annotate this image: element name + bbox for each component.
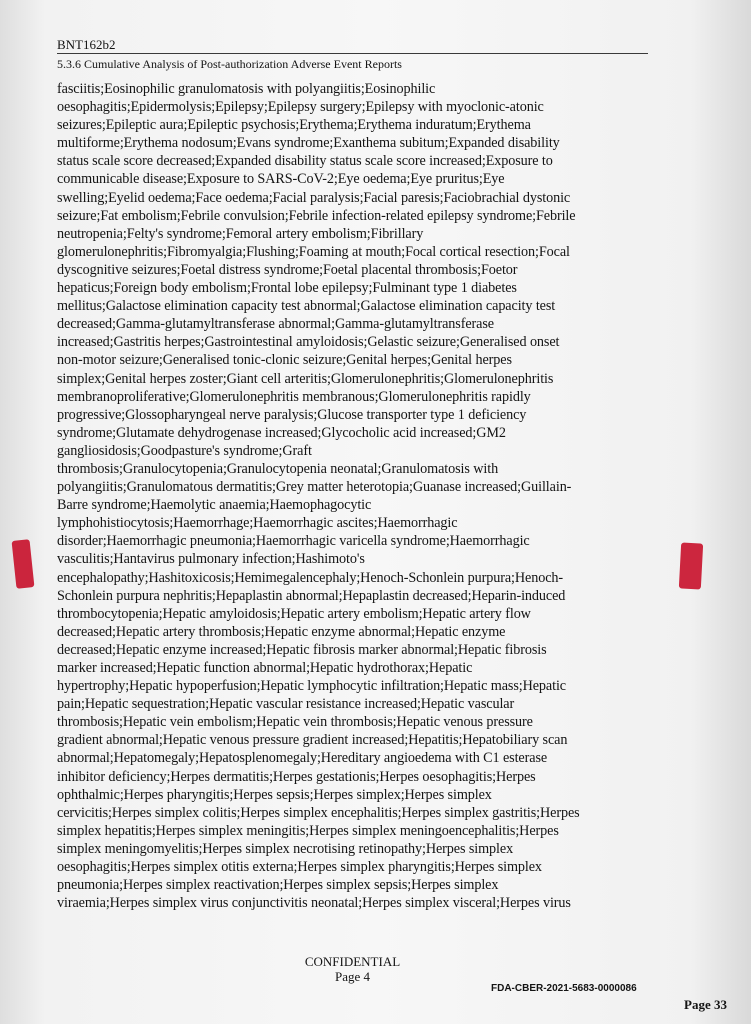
body-line: encephalopathy;Hashitoxicosis;Hemimegalencephaly;Henoch-Schonlein purpura;Henoch-: [57, 569, 564, 586]
header-divider: [57, 53, 648, 54]
body-line: vasculitis;Hantavirus pulmonary infection;Hashimoto's: [57, 551, 365, 568]
body-line: simplex meningomyelitis;Herpes simplex necrotising retinopathy;Herpes simplex: [57, 840, 514, 857]
body-line: thrombosis;Granulocytopenia;Granulocytopenia neonatal;Granulomatosis with: [57, 460, 499, 477]
body-line: hepaticus;Foreign body embolism;Frontal lobe epilepsy;Fulminant type 1 diabetes: [57, 280, 517, 297]
body-line: thrombocytopenia;Hepatic amyloidosis;Hepatic artery embolism;Hepatic artery flow: [57, 605, 531, 622]
body-line: pain;Hepatic sequestration;Hepatic vascular resistance increased;Hepatic vascular: [57, 696, 515, 713]
body-line: glomerulonephritis;Fibromyalgia;Flushing;Foaming at mouth;Focal cortical resection;Focal: [57, 243, 570, 260]
body-line: inhibitor deficiency;Herpes dermatitis;Herpes gestationis;Herpes oesophagitis;Herpes: [57, 768, 536, 785]
document-id: FDA-CBER-2021-5683-0000086: [491, 983, 637, 994]
body-line: thrombosis;Hepatic vein embolism;Hepatic vein thrombosis;Hepatic venous pressure: [57, 714, 533, 731]
body-line: hypertrophy;Hepatic hypoperfusion;Hepatic lymphocytic infiltration;Hepatic mass;Hepatic: [57, 678, 566, 695]
section-heading: 5.3.6 Cumulative Analysis of Post-authorization Adverse Event Reports: [57, 57, 402, 71]
body-line: lymphohistiocytosis;Haemorrhage;Haemorrhagic ascites;Haemorrhagic: [57, 515, 458, 532]
body-line: ophthalmic;Herpes pharyngitis;Herpes sepsis;Herpes simplex;Herpes simplex: [57, 786, 492, 803]
body-line: simplex hepatitis;Herpes simplex meningitis;Herpes simplex meningoencephalitis;Herpes: [57, 822, 559, 839]
body-line: abnormal;Hepatomegaly;Hepatosplenomegaly;Hereditary angioedema with C1 esterase: [57, 750, 548, 767]
body-line: syndrome;Glutamate dehydrogenase increased;Glycocholic acid increased;GM2: [57, 424, 506, 441]
body-line: oesophagitis;Epidermolysis;Epilepsy;Epilepsy surgery;Epilepsy with myoclonic-atonic: [57, 99, 544, 116]
body-line: gradient abnormal;Hepatic venous pressure gradient increased;Hepatitis;Hepatobiliary scan: [57, 732, 568, 749]
body-line: pneumonia;Herpes simplex reactivation;Herpes simplex sepsis;Herpes simplex: [57, 877, 499, 894]
body-line: disorder;Haemorrhagic pneumonia;Haemorrhagic varicella syndrome;Haemorrhagic: [57, 533, 530, 550]
body-line: progressive;Glossopharyngeal nerve paralysis;Glucose transporter type 1 deficiency: [57, 406, 527, 423]
body-line: simplex;Genital herpes zoster;Giant cell arteritis;Glomerulonephritis;Glomerulonephritis: [57, 370, 554, 387]
confidential-label: CONFIDENTIAL: [304, 954, 401, 969]
left-red-tab-marker: [12, 539, 35, 589]
body-line: gangliosidosis;Goodpasture's syndrome;Graft: [57, 442, 312, 459]
body-line: seizure;Fat embolism;Febrile convulsion;Febrile infection-related epilepsy syndrome;Febrile: [57, 207, 576, 224]
body-text: [57, 80, 657, 912]
body-line: communicable disease;Exposure to SARS-CoV-2;Eye oedema;Eye pruritus;Eye: [57, 171, 505, 188]
body-line: mellitus;Galactose elimination capacity test abnormal;Galactose elimination capacity test: [57, 298, 556, 315]
body-line: Schonlein purpura nephritis;Hepaplastin abnormal;Hepaplastin decreased;Heparin-induced: [57, 587, 566, 604]
body-line: dyscognitive seizures;Foetal distress syndrome;Foetal placental thrombosis;Foetor: [57, 261, 518, 278]
body-line: oesophagitis;Herpes simplex otitis externa;Herpes simplex pharyngitis;Herpes simplex: [57, 859, 542, 876]
body-line: swelling;Eyelid oedema;Face oedema;Facial paralysis;Facial paresis;Faciobrachial dystonic: [57, 189, 571, 206]
body-line: increased;Gastritis herpes;Gastrointestinal amyloidosis;Gelastic seizure;Generalised onset: [57, 334, 560, 351]
document-title: BNT162b2: [57, 37, 116, 52]
body-line: fasciitis;Eosinophilic granulomatosis with polyangiitis;Eosinophilic: [57, 81, 436, 97]
body-line: decreased;Hepatic enzyme increased;Hepatic fibrosis marker abnormal;Hepatic fibrosis: [57, 641, 547, 658]
body-line: non-motor seizure;Generalised tonic-clonic seizure;Genital herpes;Genital herpes: [57, 352, 512, 369]
right-red-tab-marker: [679, 542, 703, 589]
body-line: membranoproliferative;Glomerulonephritis membranous;Glomerulonephritis rapidly: [57, 388, 531, 405]
body-line: cervicitis;Herpes simplex colitis;Herpes simplex encephalitis;Herpes simplex gastritis;Herpes: [57, 804, 580, 821]
body-line: Barre syndrome;Haemolytic anaemia;Haemophagocytic: [57, 497, 372, 514]
body-line: multiforme;Erythema nodosum;Evans syndrome;Exanthema subitum;Expanded disability: [57, 135, 560, 152]
body-line: seizures;Epileptic aura;Epileptic psychosis;Erythema;Erythema induratum;Erythema: [57, 117, 531, 134]
outer-page-number: Page 33: [684, 997, 727, 1012]
body-line: viraemia;Herpes simplex virus conjunctivitis neonatal;Herpes simplex visceral;Herpes virus: [57, 895, 571, 912]
body-line: marker increased;Hepatic function abnormal;Hepatic hydrothorax;Hepatic: [57, 660, 473, 676]
body-line: polyangiitis;Granulomatous dermatitis;Grey matter heterotopia;Guanase increased;Guillain-: [57, 479, 572, 496]
body-line: neutropenia;Felty's syndrome;Femoral artery embolism;Fibrillary: [57, 225, 424, 242]
body-line: status scale score decreased;Expanded disability status scale score increased;Exposure to: [57, 153, 553, 170]
body-line: decreased;Gamma-glutamyltransferase abnormal;Gamma-glutamyltransferase: [57, 316, 494, 333]
body-line: decreased;Hepatic artery thrombosis;Hepatic enzyme abnormal;Hepatic enzyme: [57, 623, 506, 640]
page-number: Page 4: [334, 969, 371, 984]
